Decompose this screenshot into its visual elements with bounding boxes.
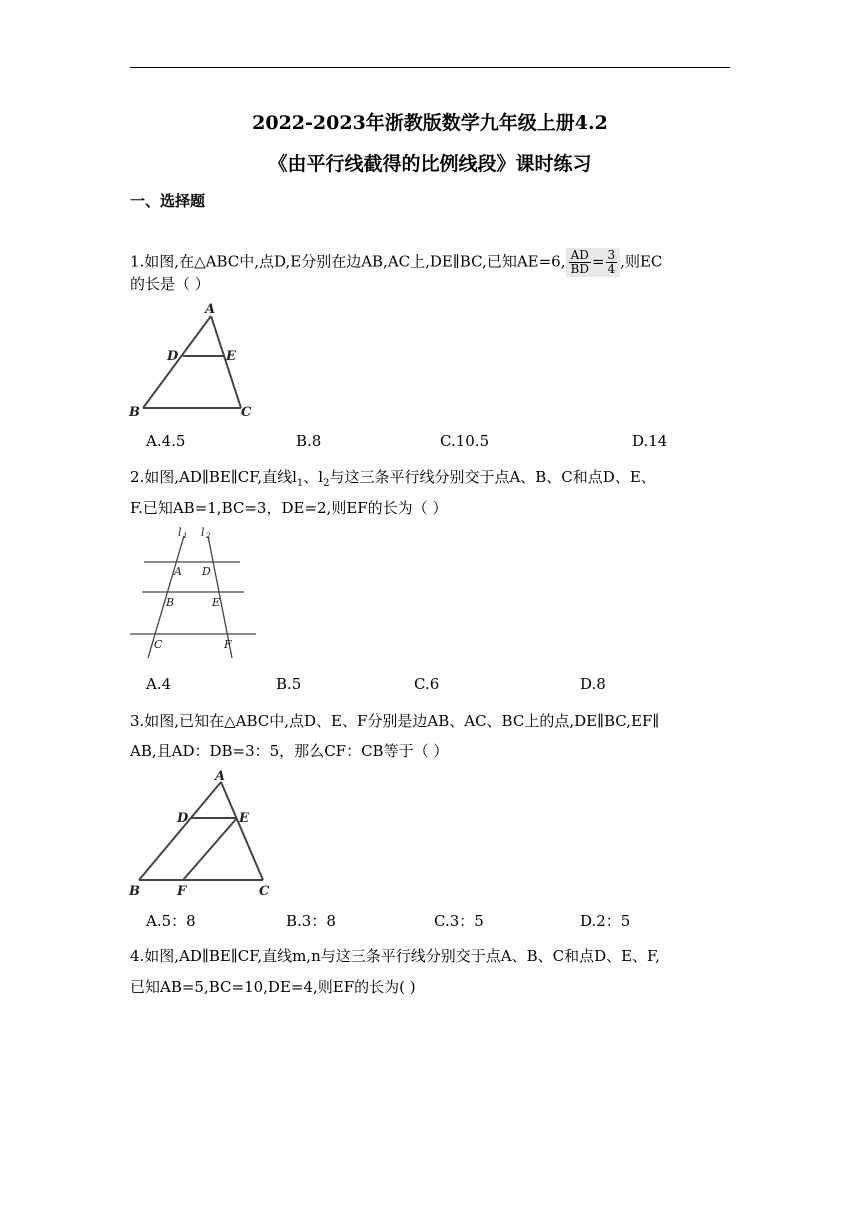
section-heading: 一、选择题 bbox=[130, 192, 206, 210]
q3-text-line1: 3.如图,已知在△ABC中,点D、E、F分别是边AB、AC、BC上的点,DE∥BC,EF∥ bbox=[130, 712, 660, 730]
q1-text-line1: 1.如图,在△ABC中,点D,E分别在边AB,AC上,DE∥BC,已知AE=6, $\frac{AD}{BD}$ = $\frac{3}{4}$ ,则EC bbox=[130, 248, 663, 276]
q2-text-line2: F.已知AB=1,BC=3，DE=2,则EF的长为（ ） bbox=[130, 499, 448, 517]
q3-text-line2: AB,且AD：DB=3：5，那么CF：CB等于（ ） bbox=[130, 742, 449, 760]
q1-label-a: A bbox=[205, 302, 216, 317]
q3-label-b: B bbox=[129, 884, 140, 899]
q3-label-d: D bbox=[177, 811, 189, 826]
q3-option-a: A.5：8 bbox=[146, 912, 196, 930]
q3-label-e: E bbox=[239, 811, 249, 826]
q3-label-f: F bbox=[177, 884, 187, 899]
q3-triangle-figure bbox=[125, 766, 275, 900]
q3-label-c: C bbox=[259, 884, 270, 899]
q1-text-line2: 的长是（ ） bbox=[130, 275, 210, 293]
q1-label-d: D bbox=[167, 349, 179, 364]
q2-option-d: D.8 bbox=[580, 675, 606, 693]
q2-label-a: A bbox=[174, 565, 182, 578]
q2-option-b: B.5 bbox=[276, 675, 302, 693]
q2-option-a: A.4 bbox=[146, 675, 172, 693]
q2-label-l2: l bbox=[201, 526, 205, 539]
page-subtitle: 《由平行线截得的比例线段》课时练习 bbox=[268, 153, 592, 175]
q3-option-c: C.3：5 bbox=[434, 912, 484, 930]
q2-label-e: E bbox=[212, 596, 221, 609]
q2-label-c: C bbox=[154, 638, 163, 651]
q2-label-b: B bbox=[166, 596, 175, 609]
q3-label-a: A bbox=[215, 769, 226, 784]
q3-option-b: B.3：8 bbox=[286, 912, 336, 930]
q2-label-l1: l bbox=[178, 526, 182, 539]
q1-label-c: C bbox=[241, 405, 252, 420]
q1-label-b: B bbox=[129, 405, 140, 420]
q1-triangle-figure bbox=[125, 300, 260, 425]
q1-label-e: E bbox=[226, 349, 236, 364]
q1-option-a: A.4.5 bbox=[146, 432, 186, 450]
page-title: 2022-2023年浙教版数学九年级上册4.2 bbox=[252, 112, 608, 134]
q2-label-l1-sub: 1 bbox=[183, 532, 188, 540]
q2-label-f: F bbox=[224, 638, 232, 651]
q1-option-b: B.8 bbox=[296, 432, 322, 450]
q3-option-d: D.2：5 bbox=[580, 912, 631, 930]
q2-text-line1: 2.如图,AD∥BE∥CF,直线$l_1$、$l_2$与这三条平行线分别交于点A、B、C和点D、E、 bbox=[130, 468, 656, 489]
q1-option-d: D.14 bbox=[632, 432, 668, 450]
q4-text-line2: 已知AB=5,BC=10,DE=4,则EF的长为( ) bbox=[130, 978, 416, 996]
q2-parallel-lines-figure bbox=[128, 524, 260, 662]
q2-label-l2-sub: 2 bbox=[206, 532, 211, 540]
q2-option-c: C.6 bbox=[414, 675, 440, 693]
header-rule bbox=[130, 67, 730, 68]
q2-label-d: D bbox=[202, 565, 211, 578]
q4-text-line1: 4.如图,AD∥BE∥CF,直线m,n与这三条平行线分别交于点A、B、C和点D、E、F, bbox=[130, 947, 660, 965]
q1-fraction-image: $\frac{AD}{BD}$ = $\frac{3}{4}$ bbox=[566, 248, 621, 277]
q1-option-c: C.10.5 bbox=[440, 432, 490, 450]
